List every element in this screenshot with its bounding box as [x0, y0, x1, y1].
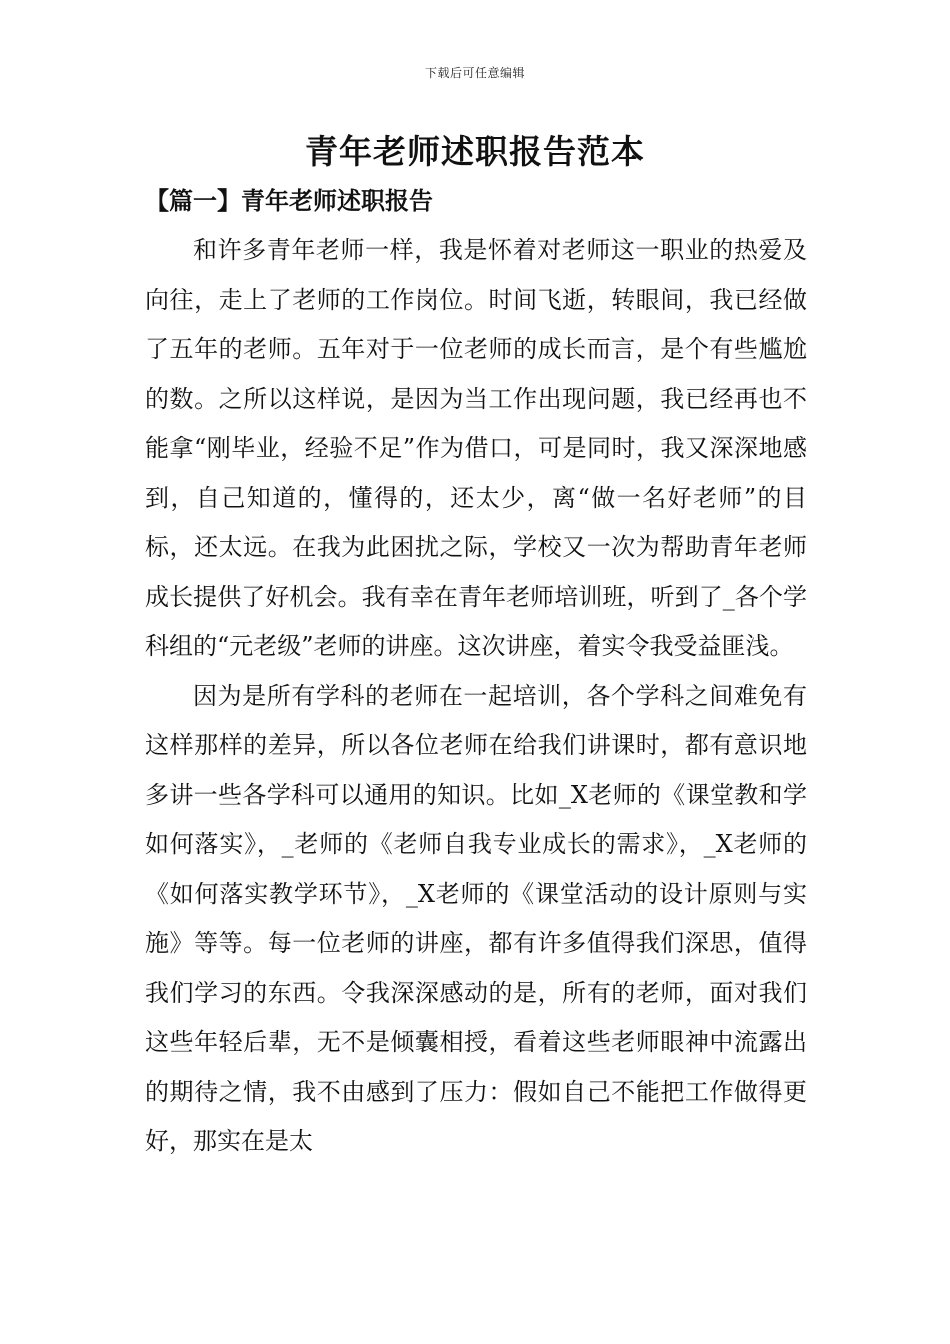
- page-header-note: 下载后可任意编辑: [424, 66, 525, 80]
- document-body: [145, 226, 807, 1167]
- paragraph-1: 和许多青年老师一样，我是怀着对老师这一职业的热爱及向往，走上了老师的工作岗位。时间飞逝，转眼间，我已经做了五年的老师。五年对于一位老师的成长而言，是个有些尴尬的数。之所以这样说，是因为当工作出现问题，我已经再也不能拿“刚毕业，经验不足”作为借口，可是同时，我又深深地感到，自己知道的，懂得的，还太少，离“做一名好老师”的目标，还太远。在我为此困扰之际，学校又一次为帮助青年老师成长提供了好机会。我有幸在青年老师培训班，听到了_各个学科组的“元老级”老师的讲座。这次讲座，着实令我受益匪浅。: [145, 236, 807, 660]
- paragraph-2: 因为是所有学科的老师在一起培训，各个学科之间难免有这样那样的差异，所以各位老师在给我们讲课时，都有意识地多讲一些各学科可以通用的知识。比如_X老师的《课堂教和学如何落实》，_老师的《老师自我专业成长的需求》，_X老师的《如何落实教学环节》，_X老师的《课堂活动的设计原则与实施》等等。每一位老师的讲座，都有许多值得我们深思，值得我们学习的东西。令我深深感动的是，所有的老师，面对我们这些年轻后辈，无不是倾囊相授，看着这些老师眼神中流露出的期待之情，我不由感到了压力：假如自己不能把工作做得更好，那实在是太: [145, 681, 807, 1155]
- section-heading: 【篇一】青年老师述职报告: [145, 186, 433, 215]
- document-title: 青年老师述职报告范本: [305, 132, 645, 171]
